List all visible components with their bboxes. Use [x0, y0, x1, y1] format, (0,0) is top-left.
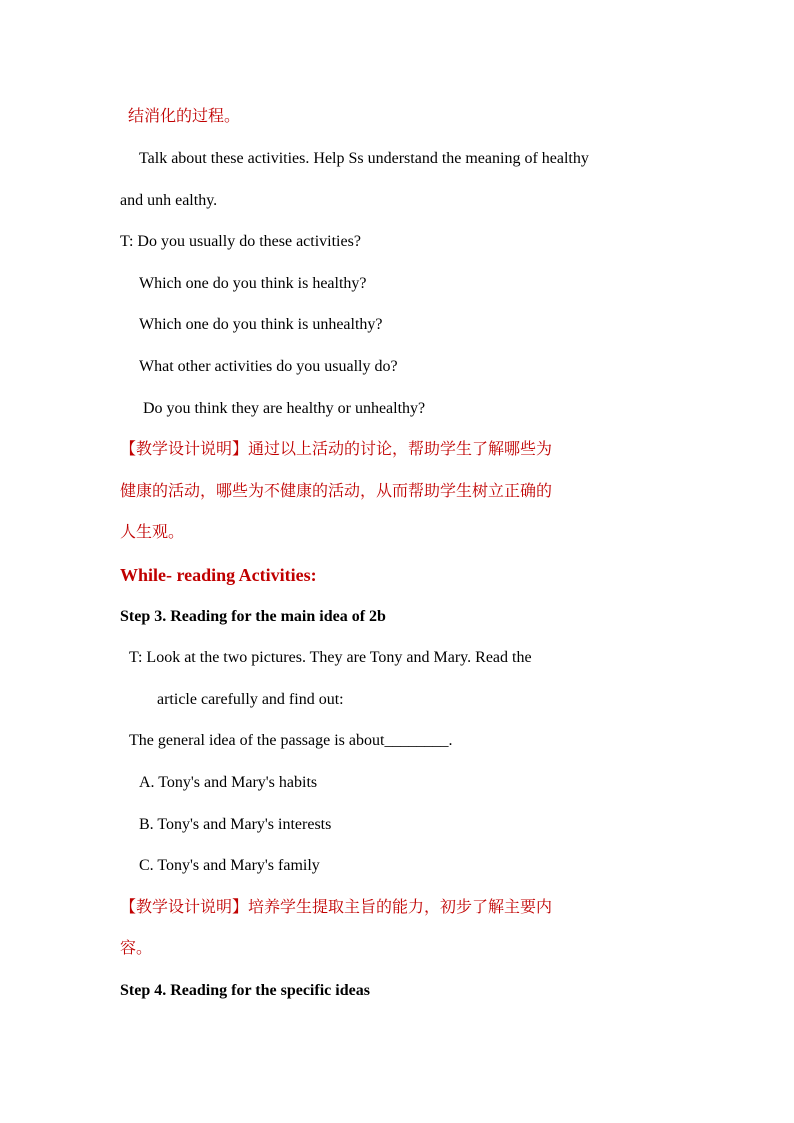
chinese-note-continuation: 结消化的过程。 [128, 108, 241, 125]
design-note-2-line-1: 【教学设计说明】培养学生提取主旨的能力，初步了解主要内 [120, 899, 553, 916]
design-note-2-line-2: 容。 [120, 940, 153, 957]
option-c: C. Tony's and Mary's family [139, 857, 320, 874]
teacher-question-2: Which one do you think is healthy? [139, 275, 367, 292]
teacher-question-3: Which one do you think is unhealthy? [139, 316, 383, 333]
teacher-question-4: What other activities do you usually do? [139, 358, 398, 375]
step-3-instruction-2: article carefully and find out: [157, 691, 344, 708]
step-3-instruction-1: T: Look at the two pictures. They are Tony and Mary. Read the [129, 649, 532, 666]
teacher-question-5: Do you think they are healthy or unhealthy? [143, 400, 426, 417]
option-a: A. Tony's and Mary's habits [139, 774, 318, 791]
step-3-heading: Step 3. Reading for the main idea of 2b [120, 608, 386, 625]
instruction-line-2: and unh ealthy. [120, 192, 218, 209]
design-note-1-line-1: 【教学设计说明】通过以上活动的讨论，帮助学生了解哪些为 [120, 441, 553, 458]
teacher-question-1: T: Do you usually do these activities? [120, 233, 361, 250]
option-b: B. Tony's and Mary's interests [139, 816, 332, 833]
step-4-heading: Step 4. Reading for the specific ideas [120, 982, 370, 999]
section-heading-while-reading: While- reading Activities: [120, 565, 317, 585]
design-note-1-line-2: 健康的活动，哪些为不健康的活动，从而帮助学生树立正确的 [120, 483, 553, 500]
design-note-1-line-3: 人生观。 [120, 524, 185, 541]
instruction-line-1: Talk about these activities. Help Ss understand the meaning of healthy [139, 150, 589, 167]
question-stem: The general idea of the passage is about________. [129, 732, 453, 749]
